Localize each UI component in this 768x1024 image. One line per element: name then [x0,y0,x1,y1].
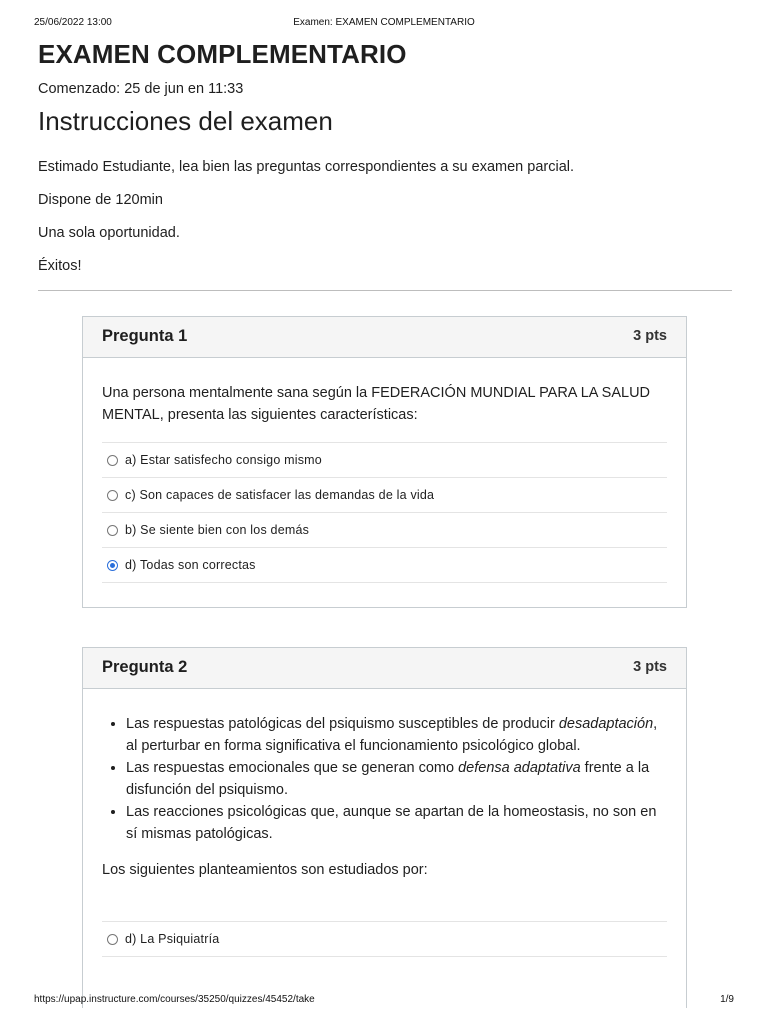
quiz-started-time: Comenzado: 25 de jun en 11:33 [38,81,244,97]
instructions-paragraph: Dispone de 120min [38,192,163,208]
instructions-paragraph: Una sola oportunidad. [38,225,180,241]
question-name: Pregunta 1 [102,327,188,345]
answer-label: b) Se siente bien con los demás [125,523,310,537]
answer-list [102,921,667,957]
answer-option-c[interactable] [102,478,667,513]
question-points: 3 pts [633,659,667,675]
question-name: Pregunta 2 [102,658,188,676]
answer-option-d[interactable] [102,922,667,957]
quiz-content [38,38,732,291]
statement-item: • Las respuestas emocionales que se generan como defensa adaptativa frente a la disfunción del psiquismo. [126,757,667,801]
question-body [83,358,686,601]
answer-label: c) Son capaces de satisfacer las demandas de la vida [125,488,435,502]
question-header [83,317,686,358]
print-date: 25/06/2022 13:00 [34,17,112,28]
answer-option-b[interactable] [102,513,667,548]
instructions-paragraph: Estimado Estudiante, lea bien las preguntas correspondientes a su examen parcial. [38,159,575,175]
answer-label: d) La Psiquiatría [125,932,220,946]
radio-button[interactable] [107,455,118,466]
radio-button[interactable] [107,525,118,536]
question-points: 3 pts [633,328,667,344]
answer-option-a[interactable] [102,443,667,478]
print-footer [34,994,734,1008]
radio-button-selected[interactable] [107,560,118,571]
answer-label: a) Estar satisfecho consigo mismo [125,453,322,467]
divider [38,290,732,291]
question-prompt: Los siguientes planteamientos son estudiados por: [102,862,428,878]
answer-list [102,442,667,583]
quiz-title: EXAMEN COMPLEMENTARIO [38,39,407,69]
question-header [83,648,686,689]
page-number: 1/9 [720,994,734,1005]
print-url: https://upap.instructure.com/courses/35250/quizzes/45452/take [34,994,315,1005]
question-text: Una persona mentalmente sana según la FEDERACIÓN MUNDIAL PARA LA SALUD MENTAL, presenta las siguientes características: [102,385,651,423]
print-header [34,17,734,31]
instructions-paragraph: Éxitos! [38,258,82,274]
question-2 [82,647,687,1008]
statement-list [102,713,667,845]
instructions-title: Instrucciones del examen [38,106,333,136]
print-document-title: Examen: EXAMEN COMPLEMENTARIO [293,17,475,28]
question-1 [82,316,687,608]
answer-option-d[interactable] [102,548,667,583]
answer-label: d) Todas son correctas [125,558,256,572]
radio-button[interactable] [107,490,118,501]
radio-button[interactable] [107,934,118,945]
statement-item: • Las reacciones psicológicas que, aunque se apartan de la homeostasis, no son en sí mismas patológicas. [126,801,667,845]
statement-item: • Las respuestas patológicas del psiquismo susceptibles de producir desadaptación, al perturbar en forma significativa el funcionamiento psicológico global. [126,713,667,757]
question-body [83,689,686,975]
